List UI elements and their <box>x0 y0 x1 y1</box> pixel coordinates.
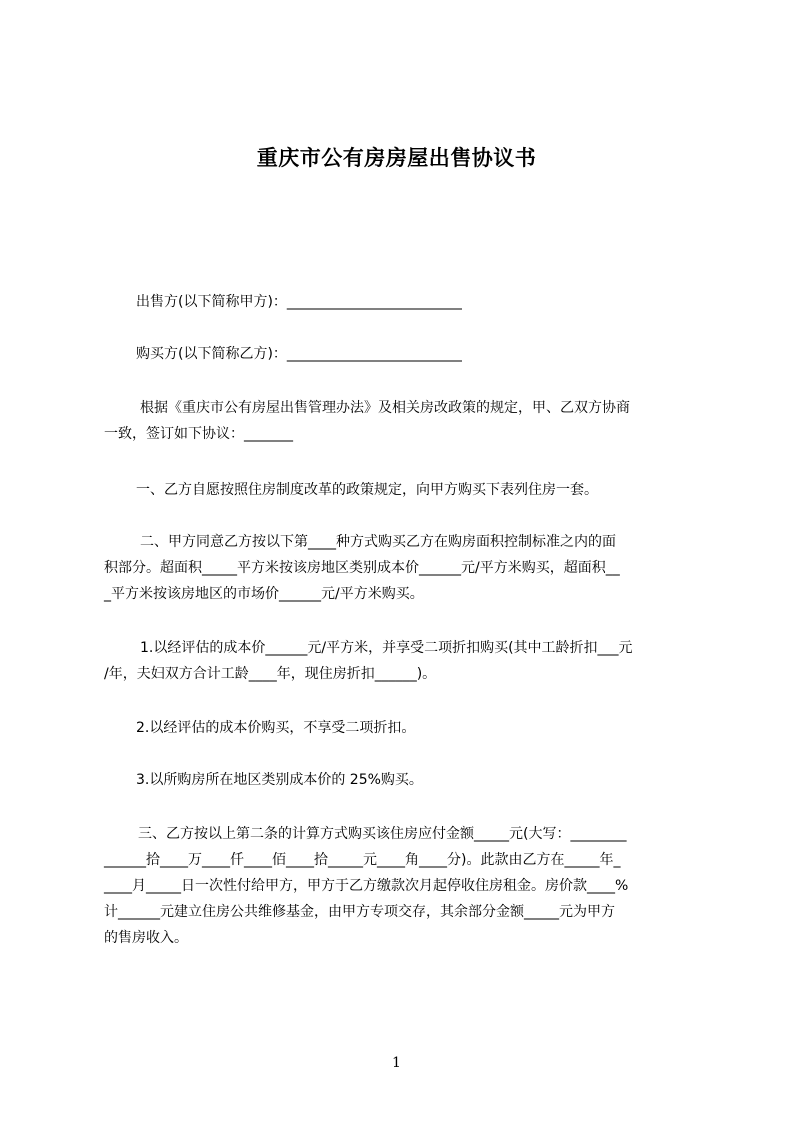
buyer-line: 购买方(以下简称乙方)：_________________________ <box>136 346 462 362</box>
clause-2-line-1: 二、甲方同意乙方按以下第____种方式购买乙方在购房面积控制标准之内的面 <box>140 534 616 550</box>
clause-3-line-1: 三、乙方按以上第二条的计算方式购买该住房应付金额_____元(大写：________ <box>138 826 627 842</box>
clause-3-line-3: ____月_____日一次性付给甲方，甲方于乙方缴款次月起停收住房租金。房价款____% <box>104 878 629 894</box>
option-1-line-2: /年，夫妇双方合计工龄____年，现住房折扣______)。 <box>104 666 437 682</box>
clause-2-line-3: _平方米按该房地区的市场价______元/平方米购买。 <box>104 586 424 602</box>
option-3: 3.以所购房所在地区类别成本价的 25%购买。 <box>136 772 423 788</box>
option-2: 2.以经评估的成本价购买，不享受二项折扣。 <box>136 720 416 736</box>
intro-line-2: 一致，签订如下协议：_______ <box>104 426 293 442</box>
seller-line: 出售方(以下简称甲方)：_________________________ <box>136 294 462 310</box>
clause-3-line-5: 的售房收入。 <box>104 930 188 946</box>
option-1-line-1: 1.以经评估的成本价______元/平方米，并享受二项折扣购买(其中工龄折扣___元 <box>140 640 633 656</box>
document-title: 重庆市公有房房屋出售协议书 <box>256 146 537 170</box>
clause-3-line-2: ______拾____万____仟____佰____拾_____元____角____分)。此款由乙方在_____年_ <box>104 852 621 868</box>
clause-3-line-4: 计______元建立住房公共维修基金，由甲方专项交存，其余部分金额_____元为甲方 <box>104 904 615 920</box>
clause-2-line-2: 积部分。超面积_____平方米按该房地区类别成本价______元/平方米购买，超面积__ <box>104 560 620 576</box>
page-number: 1 <box>392 1055 401 1071</box>
clause-1: 一、乙方自愿按照住房制度改革的政策规定，向甲方购买下表列住房一套。 <box>136 482 598 498</box>
intro-line-1: 根据《重庆市公有房屋出售管理办法》及相关房改政策的规定，甲、乙双方协商 <box>140 400 630 416</box>
